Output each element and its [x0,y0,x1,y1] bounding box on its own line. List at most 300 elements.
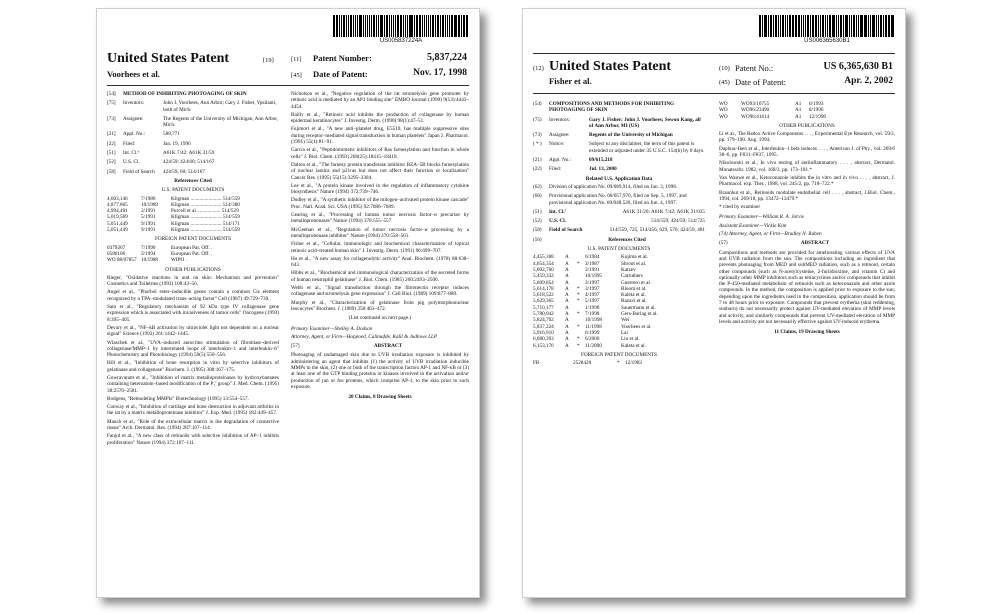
primary-examiner: Primary Examiner—William R. A. Jarvis [719,214,804,221]
ref-name: Bloom et al. [621,285,647,292]
ref-number: 5,051,449 [107,227,128,234]
barcode-bar [873,15,875,37]
barcode-bar [891,15,892,37]
field-value: COMPOSITIONS AND METHODS FOR INHIBITING PHOTOAGING OF SKIN [549,101,675,114]
ref-number: 5,629,365 [533,298,554,305]
field-number: [51] [107,150,116,157]
biblio-field [533,101,705,114]
ref-star: * [577,336,580,343]
ref-name: Gers-Barlag et al. [621,311,658,318]
barcode-bar [403,15,404,37]
barcode-bar [829,15,831,37]
ref-name: Katzev [621,266,636,273]
barcode-bar [803,15,804,37]
barcode-bar [409,15,410,37]
ref-number: 6,080,393 [533,336,554,343]
barcode-bar [461,15,463,37]
barcode-bar [430,15,431,37]
ref-number: 4,877,805 [107,201,128,208]
ref-kind: A1 [795,107,802,114]
field-value: The Regents of the University of Michigan, Ann Arbor, Mich. [163,115,279,129]
field-number: [75] [107,100,116,107]
barcode-bar [764,15,766,37]
barcode-bar [381,15,383,37]
ref-country: WO [719,107,728,114]
barcode-bar [458,15,460,37]
barcode-bar [346,15,347,37]
barcode-bar [798,15,800,37]
ref-date: 4/1997 [585,292,600,299]
barcode-bar [440,15,441,37]
ref-country: WO [719,101,728,107]
barcode-bar [405,15,406,37]
ref-number: 5,824,702 [533,317,554,324]
publication-entry: Li et al., The Redox Active Components . . . , Experimental Eye Research, vol. 59/2, pp. 179–190. Aug. 1994. [719,131,895,144]
barcode-bar [789,15,791,37]
ref-number: 0586106 [107,250,126,257]
ref-number: 4,603,146 [107,195,128,202]
right-column [291,91,469,591]
header-rule [107,85,469,86]
ref-star: * [617,360,620,367]
field-label: Int. Cl.⁶ [123,150,140,157]
ref-number: WO96/41614 [741,113,770,120]
ref-name: Carruthers [621,273,643,280]
biblio-field [107,91,279,97]
ref-date: 12/1983 [625,360,643,367]
ref-star: * [577,311,580,318]
publication-entry: Gearing et al., "Processing of human tumor necrosis factor–α precursor by metalloproteinases" Nature (1994) 370:555–557. [291,212,469,225]
publication-entry: Mauch et al., "Role of the extracellular matrix in the degradation of connective tissue" Arch. Dermatol. Res. (1994) 287:107–114. [107,418,279,432]
barcode-bar [780,15,782,37]
barcode-bar [363,15,364,37]
field-number: [21] [107,131,116,138]
us-docs-heading: U.S. PATENT DOCUMENTS [587,246,651,253]
ref-name: Liu et al. [621,336,640,343]
ref-number: 5,002,760 [533,266,554,273]
foreign-patent-ref [719,114,895,120]
publication-entry: Angel et al., "Phorbol ester–inducible genes contain a common Cis element recognized by a TPA–modulated trans–acting factor" Cell (1987) 49:729–739. [107,289,279,302]
patent-no-label: Patent No.: [735,63,774,73]
publication-entry: Gowravaram et al., "Inhibition of matrix metalloproteinases by hydroxybamates containing heteroatom–based modification of the P₁′ group" J. Med. Chem. (1995) 38:2570–2581. [107,374,279,394]
barcode-bar [838,15,839,37]
biblio-field [107,131,279,137]
field-number: [73] [107,115,116,122]
publication-entry: Hu et al., "A new assay for collagenolytic activity" Anal. Biochem. (1978) 88:638–643. [291,255,469,269]
publication-entry: Hill et al., "Inhibition of bone resorption in vitro by selective inhibitors of gelatinase and collagenase" Biochem. J. (1995) 308:167–175. [107,360,279,373]
barcode-bar [410,15,413,37]
field-value: 424/59, 60; 514/167 [163,168,205,175]
ref-name: Kligman ........................ 514/380 [171,201,240,208]
barcode-bar [353,15,355,37]
ref-date: 8/1996 [809,107,824,114]
ref-name: Guerrero et al. [621,279,652,286]
ref-kind: A [565,266,569,273]
barcode-bar [466,15,468,37]
publication-entry: Fisher et al., "Cellular, immunologic and biochemical characterization of topical retinoic acid–treated human skin" J. Investig. Derm. (1991) 96:699–707. [291,241,469,254]
references-heading: References Cited [174,177,212,184]
barcode-bar [365,15,366,37]
ref-number: 5,614,178 [533,285,554,292]
publication-entry: Dalton et al., "The farnesy protein transferase inhibitor BZA–5B blocks farnesylation of nuclear lamins and p21ras but does not affect their function or localization" Cancer Res. (1995) 55(15):3295–3304. [291,161,469,181]
barcode-bar [845,15,846,37]
field-value: A61K 7/42; A61K 31/59 [163,150,215,157]
field-number: (52) [533,218,542,225]
ref-date: 3/1997 [585,285,600,292]
barcode-bar [820,15,821,37]
date-value: Apr. 2, 2002 [844,76,893,86]
publication-entry: Fujimori et al., "A new anti–platelet drug, E5510, has multiple suppressive sites during receptor–mediated signal transduction in human platelets" Japan J. Pharmacol. (1991) 55(1):81–91. [291,126,469,146]
biblio-field [533,166,705,172]
barcode-bar [422,15,424,37]
barcode-bar [348,15,349,37]
field-label: U.S. Cl. [123,159,140,166]
publication-entry: Bailly et al., "Retinoic acid inhibits the production of collagenase by human epidermal keratinocytes" J. Investig. Derm. (1990) 98(1):47–51. [291,111,469,125]
publication-entry: Wlaschek et al., "UVA–induced autocrine stimulation of fibroblast–derived collagenase/MMP–1 by interrelated loops of interleukin–1 and interleukin–6" Photochemistry and Photobiology (1994) 59(5):550–556. [107,339,279,359]
field-number: (75) [533,116,542,123]
date-label: Date of Patent: [313,69,368,79]
barcode-bar [825,15,827,37]
field-value: 424/59; 424/60; 514/167 [163,159,215,166]
references-heading: References Cited [608,236,646,243]
foreign-patent-ref [533,360,705,366]
field-number: (73) [533,132,542,139]
barcode-bar [846,15,848,37]
field-label: Filed: [549,166,562,173]
barcode-bar [419,15,421,37]
field-number: (22) [533,166,542,173]
barcode-bar [856,15,857,37]
field-label: U.S. Cl. [549,218,567,225]
ref-kind: A [565,279,569,286]
ref-date: 7/1998 [585,311,600,318]
date-num: (45) [719,79,730,86]
barcode-bar [333,15,335,37]
references-number: (56) [533,236,542,243]
ref-country: WO [719,113,728,120]
barcode-bar [428,15,429,37]
ref-date: 6/1999 [585,329,600,336]
barcode-bar [815,15,817,37]
publication-entry: Braunhut et al., Retinoids modulate endothelial cell . . . , abstract, J.Biol. Chem., 1994, col. 269/18, pp. 13472–13479.* [719,189,895,202]
primary-examiner: Primary Examiner—Shelley A. Dodson [291,325,373,332]
ref-kind: A [565,311,569,318]
publication-entry: Nikolowski et al., In vivo testing of antiinflammatory . . . , abstract, Dermatol. Monatsschr. 1982, vol. 168/3, pp. 173–181.* [719,160,895,173]
barcode-bar [336,15,339,37]
ref-name: Kligman ........................ 514/171 [171,220,240,227]
barcode-bar [343,15,345,37]
ref-date: 6/1984 [585,254,600,261]
foreign-docs-heading: FOREIGN PATENT DOCUMENTS [154,236,232,243]
field-value: Gary J. Fisher; John J. Voorhees; Sewon Kang, all of Ann Arbor, MI (US) [589,116,701,129]
patent-number: 5,837,224 [427,52,467,63]
ref-date: 10/1989 [141,201,159,208]
ref-date: 10/1995 [585,273,603,280]
ref-number: 5,618,522 [533,292,554,299]
field-value: John J. Voorhees, Ann Arbor; Gary J. Fisher, Ypsilanti, both of Mich. [163,100,277,113]
barcode-bar [878,15,879,37]
ref-star: * [577,260,580,267]
ref-kind: A [565,329,569,336]
ref-name: Kligman ........................ 514/559 [171,195,240,202]
classification-field [533,209,705,215]
us-patent-ref [107,227,279,233]
barcode-bar [384,15,385,37]
barcode-bar [359,15,362,37]
field-label: Appl. No.: [123,131,146,138]
publication-entry: Rieger, "Oxidative reactions in and on skin: Mechanism and prevention" Cosmetics and Toiletries (1993) 108:43–56. [107,274,279,288]
barcode-bar [813,15,814,37]
assistant-examiner: Assistant Examiner—Vickie Kim [719,222,787,229]
cited-note: * cited by examiner [719,204,761,211]
abstract-heading-row [291,343,469,349]
inventor-short: Voorhees et al. [107,69,160,79]
barcode-bar [810,15,811,37]
ref-date: 1/1998 [585,304,600,311]
field-value: A61K 31/20; A61K 7/42; A61K 31/035 [622,208,705,215]
barcode-bar [807,15,809,37]
publication-entry: Conway et al., "Inhibition of cartilage and bone destruction in adjuvant arthritis in the rat by a matrix metalloproteinase inhibitor" J. Exp. Med. (1995) 182:449–457. [107,404,279,417]
barcode-bar [818,15,820,37]
barcode-bar [822,15,824,37]
ref-date: 3/1991 [585,266,600,273]
barcode-bar [792,15,794,37]
field-value: 514/559, 725, 514/456, 629, 576; 424/59, 401 [609,227,705,234]
ref-kind: A [565,254,569,261]
ref-number: 0379367 [107,244,126,251]
barcode-bar [350,15,352,37]
field-number: (21) [533,157,542,164]
field-label: Notice: [549,141,565,148]
ref-star: * [577,323,580,330]
field-label: Appl. No.: [549,157,572,164]
barcode-bar [812,15,813,37]
barcode-bar [435,15,436,37]
publication-entry: Devary et al., "NF–kB activation by ultraviolet light not dependent on a nuclear signal" Science (1993) 261:1442–1445. [107,324,279,338]
barcode-bar [357,15,358,37]
barcode-bar [858,15,860,37]
publication-entry: Daphna–Iken et al., Interleukin–1 beta induces . . . , American J. of Phy., vol. 269/6 38–6, pp. F831–F837, 1995. [719,145,895,159]
ref-number: 5,051,449 [107,220,128,227]
ref-name: Lai [621,329,628,336]
classification-field [533,218,705,224]
barcode-bar [864,15,865,37]
barcode-bar [437,15,438,37]
biblio-field [107,169,279,175]
attorney: (74) Attorney, Agent, or Firm—Bradley N. Ruben [719,231,822,238]
publication-entry: Garcia et al., "Peptidomimetic inhibitors of Ras farnesylation and function in whole cells" J. Biol. Chem. (1993) 268(25):18415–18418. [291,147,469,160]
abstract-text: Photoaging of undamaged skin due to UVB irradiation exposure is inhibited by administering an agent that inhibits (1) the activity of UVB irradiation inducible MMPs in the skin, (2) one or both of the transcription factors AP-1 and NF-κB or (3) at least one of the GTP binding proteins or kinases involved in the activation and/or production of jun or fos proteins, which comprise AP-1, to the skin prior to such exposure. [291,352,469,390]
barcode-bar [393,15,395,37]
abstract-number: [57] [291,343,300,350]
field-value: Regents of the University of Michigan [589,132,673,139]
biblio-field [533,132,705,138]
ref-name: Kligman ........................ 514/559 [171,214,240,221]
abstract-heading: ABSTRACT [800,240,830,247]
field-label: Assignee: [123,115,144,122]
ref-name: Kaleta et al. [621,292,646,299]
barcode-bar [805,15,807,37]
barcode-bar [376,15,377,37]
field-label: Filed: [123,140,136,147]
barcode-bar [341,15,342,37]
barcode-right [759,15,895,44]
patent-number-num: [11] [291,56,302,63]
barcode-bar [355,15,356,37]
ref-name: Voorhees et al. [621,323,652,330]
abstract-heading-row [719,240,895,246]
publication-entry: Bodgens, "Remodeling MMPIs" Biotechnology (1995) 13:554–557. [107,395,249,402]
ref-name: Kligman ........................ 514/559 [171,227,240,234]
biblio-field [107,116,279,129]
field-value: Jul. 13, 2000 [589,166,617,173]
barcode-bar [801,15,802,37]
ref-number: 2528420 [573,360,592,367]
ref-kind: A [565,298,569,305]
field-label: Inventors: [549,116,571,123]
barcode-bar [836,15,838,37]
ref-country: FR [533,360,540,367]
field-number: [54] [107,91,116,97]
publication-entry: Murphy et al., "Characterization of gelatinase from pig polymorphonuclear leucocytes" Biochem. J. (1989) 258:463–472. [291,299,469,312]
ref-name: Purcell et al. ................. 514/529 [171,208,239,215]
field-label: Assignee: [549,132,570,139]
field-number: ( * ) [533,141,542,148]
ref-kind: A [565,323,569,330]
barcode-bar [860,15,862,37]
foreign-docs-heading: FOREIGN PATENT DOCUMENTS [580,351,658,358]
barcode-bar [447,15,448,37]
field-value: Division of application No. 09/089,914, filed on Jun. 3, 1998. [549,183,678,190]
biblio-field [107,150,279,156]
claims-count: 20 Claims, 8 Drawing Sheets [348,394,412,401]
field-value: METHOD OF INHIBITING PHOTOAGING OF SKIN [123,91,247,97]
field-value: Provisional application No. 60/057,976, filed on Sep. 5, 1997, and provisional application No. 60/048,520, filed on Jun. 4, 1997. [549,193,687,206]
ref-number: 5,780,042 [533,311,554,318]
biblio-field [533,141,705,154]
barcode-bar [400,15,402,37]
ref-star: * [577,342,580,349]
ref-date: 2/1991 [141,208,156,215]
patent-page-left [96,8,480,598]
ref-number: 5,710,177 [533,304,554,311]
attorney: Attorney, Agent, or Firm—Hoppoed, Calimafde, Kalil & Judlowe LLP [291,333,438,340]
ref-kind: A [565,304,569,311]
ref-name: Razavi et al. [621,298,647,305]
biblio-field [107,159,279,165]
field-number: (54) [533,101,542,107]
barcode-bar [397,15,399,37]
ref-star: * [577,292,580,299]
ref-date: 9/1991 [141,220,156,227]
country-code: [19] [263,57,274,64]
ref-number: 5,019,569 [107,214,128,221]
left-column [533,101,705,591]
field-number: (51) [533,208,542,215]
list-continued: (List continued on next page.) [348,315,412,322]
barcode-bar [770,15,772,37]
ref-kind: A [565,336,569,343]
abstract-number: (57) [719,240,728,247]
ref-name: Kaleta et al. [621,342,646,349]
ref-star: * [577,298,580,305]
ref-date: 7/1990 [141,244,156,251]
ref-name: Sauermann et al. [621,304,656,311]
barcode-bar [880,15,882,37]
publication-entry: Fanjul et al., "A new class of retinoids with selective inhibition of AP–1 inhibits proliferation" Nature (1994) 372:107–111. [107,433,279,446]
ref-date: 5/1997 [585,298,600,305]
barcode-bar [832,15,833,37]
field-number: [52] [107,159,116,166]
ref-name: Kojima et al. [621,254,648,261]
publication-entry: Sato et al., "Regulatory mechanism of 92 kDa type IV collagenase gene expression which is associated with invasiveness of tumor cells" Oncogene (1993) 8:395–405. [107,304,279,323]
barcode-bar [371,15,372,37]
ref-name: Shroot et al. [621,260,647,267]
barcode-bar [426,15,427,37]
barcode-number: US006365630B1 [804,38,850,44]
ref-name: European Pat. Off. . [171,250,213,257]
barcode-bar [442,15,444,37]
field-value: 09/615,218 [589,157,613,164]
ref-number: 4,654,354 [533,260,554,267]
ref-number: WO96/23490 [741,107,770,114]
ref-number: 5,837,224 [533,323,554,330]
patent-page-right [522,8,906,598]
barcode-bar [339,15,340,37]
ref-name: WIPO . [171,257,187,264]
ref-kind: A1 [795,101,802,107]
barcode-bar [380,15,381,37]
barcode-bar [762,15,764,37]
field-number: (58) [533,227,542,234]
barcode-bar [785,15,787,37]
publication-entry: Webb et al., "Signal transduction through the fibronectin receptor induces collagenase and stromelysin gene expression" J. Cell Biol. (1989) 109:877–889. [291,285,469,298]
barcode-bar [885,15,887,37]
biblio-field [533,157,705,163]
barcode-bar [424,15,425,37]
publication-entry: Lee et al., "A protein kinase involved in the regulation of inflammatory cytokine biosynthesis" Nature (1994) 372:739–746. [291,182,469,196]
ref-kind: A [565,317,569,324]
barcode-bar [373,15,375,37]
ref-kind: A [565,260,569,267]
other-pubs-heading: OTHER PUBLICATIONS [165,266,221,273]
related-application [533,193,705,206]
publication-entry: Van Wauwe et al., Ketoconazole inhibits the in vitro and in vivo . . . , abstract, J. Pharmacol. exp. Ther., 1988, vol. 245/2, pp. 718–722.* [719,174,895,188]
ref-date: 3/1997 [585,279,600,286]
ref-date: 9/1991 [141,227,156,234]
ref-kind: A [565,285,569,292]
barcode-bar [395,15,396,37]
biblio-field [533,117,705,130]
ref-date: 10/1998 [585,317,603,324]
us-patent-ref [533,343,705,349]
barcode-bar [407,15,408,37]
barcode-left [333,15,469,44]
barcode-bar [872,15,873,37]
patent-number-label: Patent Number: [313,53,372,63]
ref-number: 4,455,368 [533,254,554,261]
ref-number: 5,916,910 [533,329,554,336]
barcode-number: US005837224A [379,38,423,44]
ref-date: 12/1996 [809,113,827,120]
field-label: Int. Cl.⁷ [549,208,567,215]
ref-date: 7/1986 [141,195,156,202]
barcode-bar [865,15,867,37]
ref-date: 11/1998 [585,323,602,330]
barcode-bar [378,15,379,37]
ref-date: 3/1994 [141,250,156,257]
barcode-bar [870,15,871,37]
